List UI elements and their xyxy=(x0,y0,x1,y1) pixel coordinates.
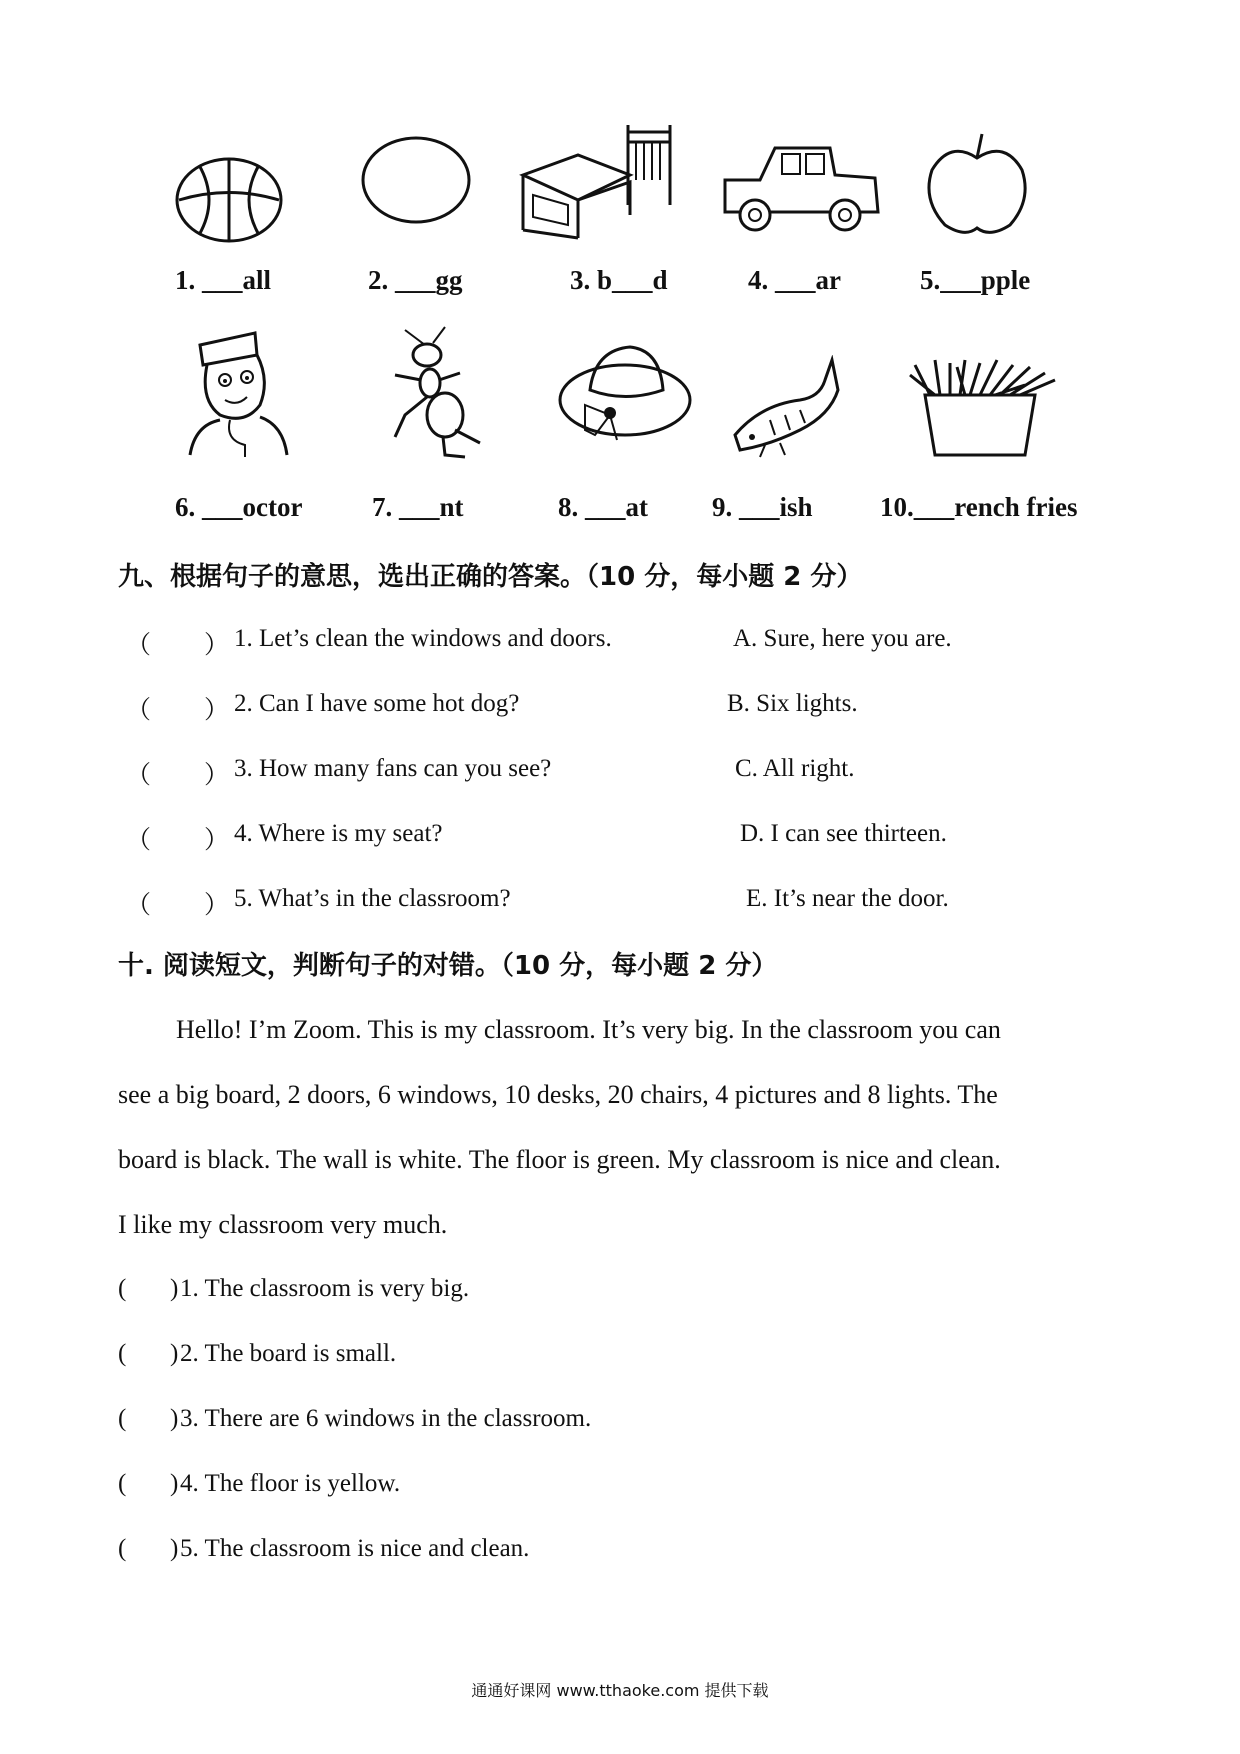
word-label-6: 6. ___octor xyxy=(175,492,303,522)
answer-blank-open[interactable]: （ xyxy=(126,697,152,724)
doctor-icon xyxy=(185,325,290,460)
answer-blank-close: ) xyxy=(170,1470,179,1497)
answer-option: E. It’s near the door. xyxy=(746,885,949,912)
word-label-7: 7. ___nt xyxy=(372,492,464,522)
question-text: 5. What’s in the classroom? xyxy=(234,885,511,912)
passage-line: Hello! I’m Zoom. This is my classroom. It’s very big. In the classroom you can xyxy=(176,1015,1001,1044)
car-icon xyxy=(720,140,885,240)
hat-icon xyxy=(555,335,695,450)
answer-blank-open[interactable]: （ xyxy=(126,762,152,789)
word-label-8: 8. ___at xyxy=(558,492,648,522)
answer-blank-open[interactable]: （ xyxy=(126,827,152,854)
answer-blank-close: ） xyxy=(204,762,230,789)
statement-text: 5. The classroom is nice and clean. xyxy=(180,1535,530,1562)
answer-blank-close: ） xyxy=(204,697,230,724)
word-label-9: 9. ___ish xyxy=(712,492,813,522)
answer-blank-close: ) xyxy=(170,1340,179,1367)
section-9-heading: 九、根据句子的意思，选出正确的答案。（10 分，每小题 2 分） xyxy=(118,562,863,592)
word-label-4: 4. ___ar xyxy=(748,265,841,295)
ant-icon xyxy=(385,325,505,460)
statement-text: 2. The board is small. xyxy=(180,1340,397,1367)
word-label-3: 3. b___d xyxy=(570,265,668,295)
answer-blank-open[interactable]: ( xyxy=(118,1470,127,1497)
answer-blank-open[interactable]: （ xyxy=(126,892,152,919)
statement-text: 1. The classroom is very big. xyxy=(180,1275,470,1302)
answer-blank-close: ) xyxy=(170,1275,179,1302)
question-text: 1. Let’s clean the windows and doors. xyxy=(234,625,612,652)
question-text: 3. How many fans can you see? xyxy=(234,755,552,782)
egg-icon xyxy=(360,135,472,225)
apple-icon xyxy=(920,130,1035,240)
answer-blank-close: ） xyxy=(204,892,230,919)
word-label-1: 1. ___all xyxy=(175,265,272,295)
answer-option: C. All right. xyxy=(735,755,855,782)
question-text: 2. Can I have some hot dog? xyxy=(234,690,520,717)
statement-text: 4. The floor is yellow. xyxy=(180,1470,401,1497)
word-label-2: 2. ___gg xyxy=(368,265,463,295)
answer-blank-open[interactable]: ( xyxy=(118,1405,127,1432)
fish-icon xyxy=(730,355,840,460)
basketball-icon xyxy=(174,155,284,245)
question-text: 4. Where is my seat? xyxy=(234,820,443,847)
answer-blank-open[interactable]: ( xyxy=(118,1535,127,1562)
passage-line: see a big board, 2 doors, 6 windows, 10 desks, 20 chairs, 4 pictures and 8 lights. The xyxy=(118,1080,998,1109)
section-10-heading: 十. 阅读短文，判断句子的对错。（10 分，每小题 2 分） xyxy=(118,951,778,981)
answer-blank-open[interactable]: ( xyxy=(118,1275,127,1302)
bed-icon xyxy=(518,120,678,245)
answer-option: D. I can see thirteen. xyxy=(740,820,947,847)
french-fries-icon xyxy=(905,355,1060,460)
word-label-10: 10.___rench fries xyxy=(880,492,1078,522)
statement-text: 3. There are 6 windows in the classroom. xyxy=(180,1405,592,1432)
passage-line: I like my classroom very much. xyxy=(118,1210,448,1239)
answer-blank-open[interactable]: ( xyxy=(118,1340,127,1367)
answer-option: B. Six lights. xyxy=(727,690,858,717)
answer-blank-open[interactable]: （ xyxy=(126,632,152,659)
answer-blank-close: ) xyxy=(170,1535,179,1562)
answer-option: A. Sure, here you are. xyxy=(733,625,952,652)
passage-line: board is black. The wall is white. The floor is green. My classroom is nice and clean. xyxy=(118,1145,1001,1174)
answer-blank-close: ) xyxy=(170,1405,179,1432)
word-label-5: 5.___pple xyxy=(920,265,1031,295)
answer-blank-close: ） xyxy=(204,827,230,854)
page-footer: 通通好课网 www.tthaoke.com 提供下载 xyxy=(471,1681,769,1700)
answer-blank-close: ） xyxy=(204,632,230,659)
